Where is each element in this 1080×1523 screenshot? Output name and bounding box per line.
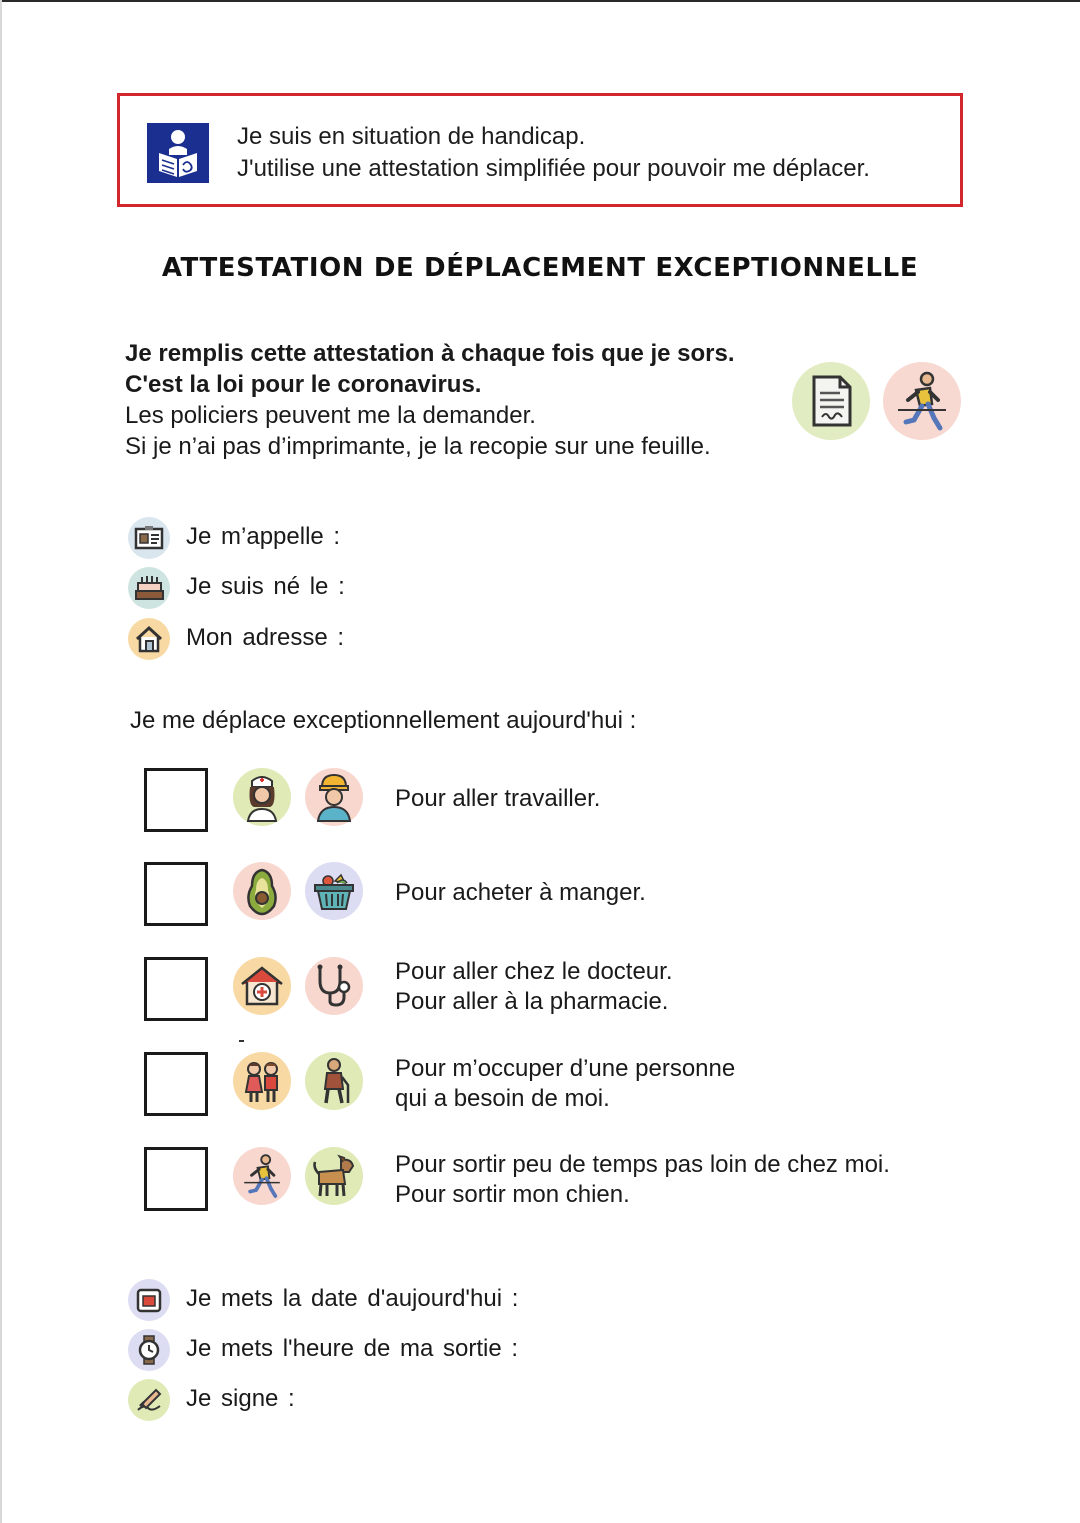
easy-read-banner xyxy=(117,93,963,207)
time-label: Je mets l'heure de ma sortie : xyxy=(186,1335,519,1362)
address-label: Mon adresse : xyxy=(186,624,345,651)
reason-doctor-line-1: Pour aller chez le docteur. xyxy=(395,958,673,985)
reason-walk-text xyxy=(395,1150,890,1210)
checkbox-care[interactable] xyxy=(144,1052,208,1116)
reason-work-text xyxy=(395,784,600,814)
reason-care-line-1: Pour m’occuper d’une personne xyxy=(395,1055,736,1082)
reason-walk-line-1: Pour sortir peu de temps pas loin de chez moi. xyxy=(395,1151,890,1178)
reasons-intro: Je me déplace exceptionnellement aujourd'hui : xyxy=(130,707,637,734)
banner-line-1: Je suis en situation de handicap. xyxy=(237,123,586,150)
banner-text xyxy=(237,121,870,185)
signing-hand-icon xyxy=(128,1379,170,1421)
checkbox-work[interactable] xyxy=(144,768,208,832)
checkbox-food[interactable] xyxy=(144,862,208,926)
reason-care-line-2: qui a besoin de moi. xyxy=(395,1085,610,1112)
page-title: ATTESTATION DE DÉPLACEMENT EXCEPTIONNELLE xyxy=(161,253,919,283)
checkbox-doctor[interactable] xyxy=(144,957,208,1021)
checkbox-walk[interactable] xyxy=(144,1147,208,1211)
construction-worker-icon xyxy=(305,768,363,826)
intro-text xyxy=(125,338,735,462)
document-icon xyxy=(792,362,870,440)
reason-work-line-1: Pour aller travailler. xyxy=(395,785,601,812)
reason-food-line-1: Pour acheter à manger. xyxy=(395,879,646,906)
house-icon xyxy=(128,618,170,660)
reason-care-text xyxy=(395,1054,735,1114)
children-icon xyxy=(233,1052,291,1110)
intro-line-2: C'est la loi pour le coronavirus. xyxy=(125,371,482,398)
reason-walk-line-2: Pour sortir mon chien. xyxy=(395,1181,630,1208)
birthday-cake-icon xyxy=(128,567,170,609)
birth-date-label: Je suis né le : xyxy=(186,573,345,600)
elderly-person-icon xyxy=(305,1052,363,1110)
nurse-icon xyxy=(233,768,291,826)
top-border xyxy=(0,0,1080,2)
date-label: Je mets la date d'aujourd'hui : xyxy=(186,1285,519,1312)
medical-house-icon xyxy=(233,957,291,1015)
dog-icon xyxy=(305,1147,363,1205)
id-card-icon xyxy=(128,517,170,559)
walking-person-icon xyxy=(883,362,961,440)
intro-line-4: Si je n’ai pas d’imprimante, je la recopie sur une feuille. xyxy=(125,433,711,460)
easy-read-logo-icon xyxy=(147,123,209,183)
signature-label: Je signe : xyxy=(186,1385,295,1412)
intro-line-3: Les policiers peuvent me la demander. xyxy=(125,402,536,429)
watch-icon xyxy=(128,1329,170,1371)
name-label: Je m’appelle : xyxy=(186,523,341,550)
stray-mark xyxy=(239,1040,244,1042)
stethoscope-icon xyxy=(305,957,363,1015)
reason-food-text xyxy=(395,878,646,908)
banner-line-2: J'utilise une attestation simplifiée pour pouvoir me déplacer. xyxy=(237,155,870,182)
calendar-icon xyxy=(128,1279,170,1321)
reason-doctor-text xyxy=(395,957,673,1017)
shopping-basket-icon xyxy=(305,862,363,920)
avocado-icon xyxy=(233,862,291,920)
walking-person-icon xyxy=(233,1147,291,1205)
intro-line-1: Je remplis cette attestation à chaque fois que je sors. xyxy=(125,340,735,367)
reason-doctor-line-2: Pour aller à la pharmacie. xyxy=(395,988,669,1015)
left-border xyxy=(0,0,2,1523)
